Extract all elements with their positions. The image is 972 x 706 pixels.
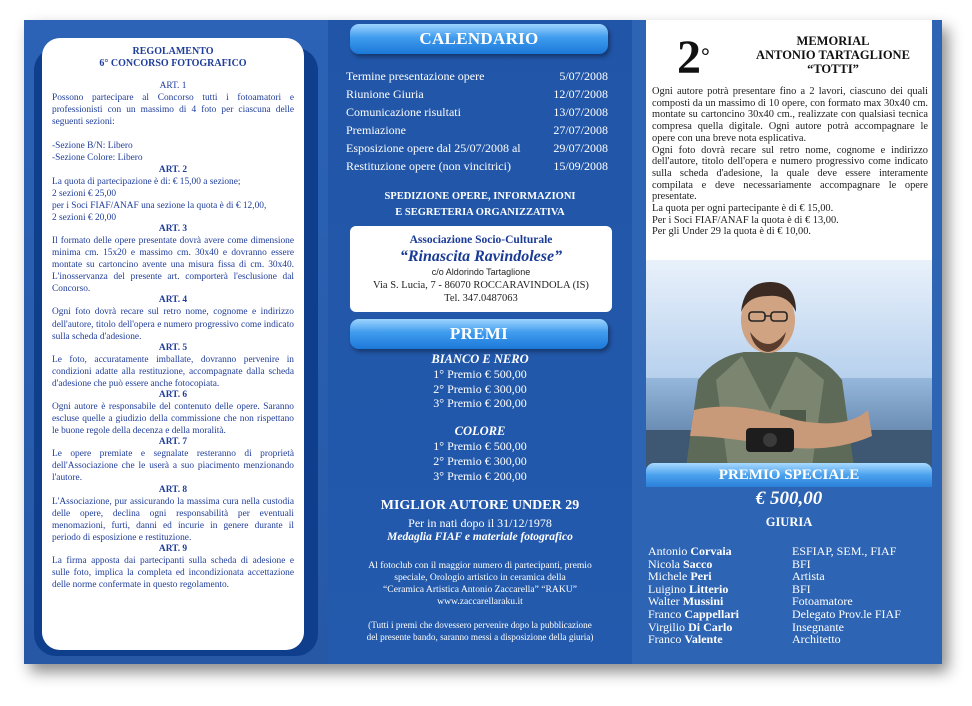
article-text: La firma apposta dai partecipanti sulla scheda di adesione e sulle foto, implica la completa ed incondizionata accettazione delle norme confermate in questo regolamento. (52, 555, 294, 591)
calendar-date: 29/07/2008 (553, 141, 608, 155)
association-address: Via S. Lucia, 7 - 86070 ROCCARAVINDOLA (IS) (373, 280, 589, 291)
article-text: Ogni foto dovrà recare sul retro nome, cognome e indirizzo dell'autore, titolo dell'opera e numero progressivo come indicato sulla scheda d'adesione. (52, 307, 294, 342)
memorial-card (646, 20, 932, 467)
fotoclub-prize: Al fotoclub con il maggior numero di partecipanti, premio speciale, Orologio artistico in ceramica della “Ceramica Artistica Antonio Zaccarella” “RAKU” www.zaccarellaraku.it (368, 560, 592, 607)
jury-last-name: Di Carlo (688, 619, 733, 634)
association-care-of: c/o Aldorindo Tartaglione (431, 267, 531, 277)
article-heading: ART. 8 (158, 484, 188, 495)
article-heading: ART. 7 (158, 437, 188, 448)
premio-speciale-value: € 500,00 (755, 488, 823, 509)
calendar-row (346, 103, 608, 121)
calendar-label: Riunione Giuria (346, 87, 424, 101)
regolamento-panel (24, 20, 328, 664)
jury-last-name: Valente (684, 632, 723, 647)
calendar-row (346, 139, 608, 157)
jury-role: Artista (792, 569, 825, 584)
jury-first-name: Luigino (648, 581, 686, 596)
calendario-panel (328, 20, 632, 664)
jury-last-name: Sacco (683, 556, 713, 571)
article-text: Le foto, accuratamente imballate, dovranno pervenire in condizioni adatte alla restituzione, accompagnate dalla scheda d'adesione che può essere anche fotocopiata. (52, 354, 294, 389)
jury-member (648, 633, 798, 646)
calendar-label: Comunicazione risultati (346, 105, 461, 119)
calendario-banner: CALENDARIO (350, 24, 608, 54)
under29-medal: Medaglia FIAF e materiale fotografico (387, 531, 573, 543)
jury-role: BFI (792, 581, 811, 596)
calendar-row (346, 67, 608, 85)
calendar-date: 13/07/2008 (553, 105, 608, 119)
article-text: L'Associazione, pur assicurando la massima cura nella custodia delle opere, declina ogni responsabilità per eventuali menomazioni, furti, danni ed incurie in genere durante il periodo di esposizione e restituzione. (52, 496, 294, 543)
jury-last-name: Litterio (689, 581, 729, 596)
rules-title: REGOLAMENTO 6° CONCORSO FOTOGRAFICO (99, 46, 247, 69)
jury-role: Architetto (792, 632, 841, 647)
memorial-title: MEMORIAL ANTONIO TARTAGLIONE “TOTTI” (756, 34, 910, 76)
jury-last-name: Corvaia (690, 544, 732, 558)
brochure (24, 20, 942, 664)
memorial-number: 2° (677, 31, 710, 84)
under29-subtitle: Per in nati dopo il 31/12/1978 (408, 516, 552, 530)
jury-role: ESFIAP, SEM., FIAF (792, 544, 897, 558)
calendar-date: 27/07/2008 (553, 123, 608, 137)
prize-colore-1: 1° Premio € 500,00 (433, 438, 527, 453)
prize-category-bn: BIANCO E NERO (431, 352, 529, 366)
article-text: Ogni autore è responsabile del contenuto delle opere. Saranno escluse quelle a giudizio della commissione che non rispettano le buone regole della decenza e della moralità. (52, 401, 294, 437)
portrait-illustration (646, 260, 932, 467)
jury-first-name: Antonio (648, 544, 688, 558)
association-phone: Tel. 347.0487063 (444, 293, 518, 304)
calendar-row (346, 85, 608, 103)
prize-bn-1: 1° Premio € 500,00 (433, 366, 527, 381)
jury-first-name: Franco (648, 632, 682, 647)
article-heading: ART. 6 (158, 389, 188, 400)
jury-last-name: Cappellari (684, 606, 739, 621)
jury-names (648, 545, 798, 646)
calendar-label: Esposizione opere dal 25/07/2008 al (346, 141, 521, 155)
rules-card (42, 38, 304, 650)
article-heading: ART. 1 (159, 81, 187, 91)
under29-title: MIGLIOR AUTORE UNDER 29 (380, 498, 580, 513)
portrait-photo (646, 260, 932, 467)
spedizione-heading: SPEDIZIONE OPERE, INFORMAZIONI E SEGRETERIA ORGANIZZATIVA (384, 191, 576, 218)
prizes-list (328, 352, 632, 483)
calendar-label: Termine presentazione opere (346, 69, 485, 83)
jury-first-name: Nicola (648, 556, 680, 571)
association-name: Associazione Socio-Culturale (409, 234, 553, 246)
jury-role: Fotoamatore (792, 594, 853, 609)
jury-first-name: Franco (648, 606, 682, 621)
article-heading: ART. 4 (158, 295, 188, 306)
calendar-row (346, 121, 608, 139)
prizes-note: (Tutti i premi che dovessero pervenire dopo la pubblicazione del presente bando, saranno messi a disposizione della giuria) (366, 620, 594, 642)
calendar-date: 5/07/2008 (559, 69, 608, 83)
article-heading: ART. 2 (158, 164, 188, 175)
rules-articles (52, 81, 294, 591)
calendar-row (346, 157, 608, 175)
jury-role: Delegato Prov.le FIAF (792, 606, 901, 621)
jury-roles (792, 545, 942, 646)
jury-first-name: Michele (648, 569, 688, 584)
jury-role: BFI (792, 556, 811, 571)
memorial-rules: Ogni autore potrà presentare fino a 2 lavori, ciascuno dei quali composti da un massimo di 10 opere, con formato max 30x40 cm. montate su cartoncino 30x40 cm., realizzate con qualsiasi tecnica compresa quella digitale. Ogni autore potrà accompagnare le opere con una breve nota esplicativa. Ogni foto dovrà recare sul retro nome, cognome e indirizzo dell'autore, titolo dell'opera e numero progressivo come indicato sulla scheda d'adesione, la quale deve essere interamente compilata e deve necessariamente accompagnare le opere presentate. La quota per ogni partecipante è di € 15,00. Per i Soci FIAF/ANAF la quota è di € 13,00. Per gli Under 29 la quota è di € 10,00. (652, 86, 928, 238)
memorial-panel (632, 20, 942, 664)
article-text: La quota di partecipazione è di: € 15,00 a sezione; 2 sezioni € 25,00 per i Soci FIAF/ANAF una sezione la quota è di € 12,00, 2 sezioni € 20,00 (52, 176, 267, 223)
prize-bn-2: 2° Premio € 300,00 (433, 381, 527, 396)
association-card (350, 226, 612, 312)
article-heading: ART. 3 (158, 223, 188, 234)
premi-banner: PREMI (350, 319, 608, 349)
giuria-heading: GIURIA (765, 515, 813, 529)
jury-last-name: Mussini (682, 594, 724, 609)
article-heading: ART. 5 (158, 342, 188, 353)
calendar-date: 15/09/2008 (553, 159, 608, 173)
jury-first-name: Walter (648, 594, 680, 609)
prize-colore-3: 3° Premio € 200,00 (433, 468, 527, 483)
calendar-date: 12/07/2008 (553, 87, 608, 101)
premio-speciale-banner: PREMIO SPECIALE (646, 463, 932, 487)
article-text: Possono partecipare al Concorso tutti i fotoamatori e professionisti con un massimo di 4 foto per ciascuna delle seguenti sezioni: -Sezione B/N: Libero -Sezione Colore: Libero (52, 93, 294, 164)
article-text: Le opere premiate e segnalate resteranno di proprietà dell'Associazione che le userà a suo piacimento menzionando l'autore. (52, 449, 294, 484)
jury-role: Insegnante (792, 619, 844, 634)
calendar-list (346, 67, 608, 175)
calendar-label: Premiazione (346, 123, 406, 137)
jury-first-name: Virgilio (648, 619, 686, 634)
article-heading: ART. 9 (158, 543, 188, 554)
prize-bn-3: 3° Premio € 200,00 (433, 396, 527, 411)
calendar-label: Restituzione opere (non vincitrici) (346, 159, 511, 173)
association-title: “Rinascita Ravindolese” (399, 248, 563, 265)
prize-category-colore: COLORE (454, 424, 506, 439)
prize-colore-2: 2° Premio € 300,00 (433, 453, 527, 468)
article-text: Il formato delle opere presentate dovrà avere come dimensione minima cm. 15x20 e massimo cm. 30x40 e dovranno essere montate su cartoncino avente una misura fissa di cm. 30x40. L'inosservanza del presente art. comporterà l'esclusione dal Concorso. (52, 235, 294, 295)
jury-last-name: Peri (690, 569, 712, 584)
